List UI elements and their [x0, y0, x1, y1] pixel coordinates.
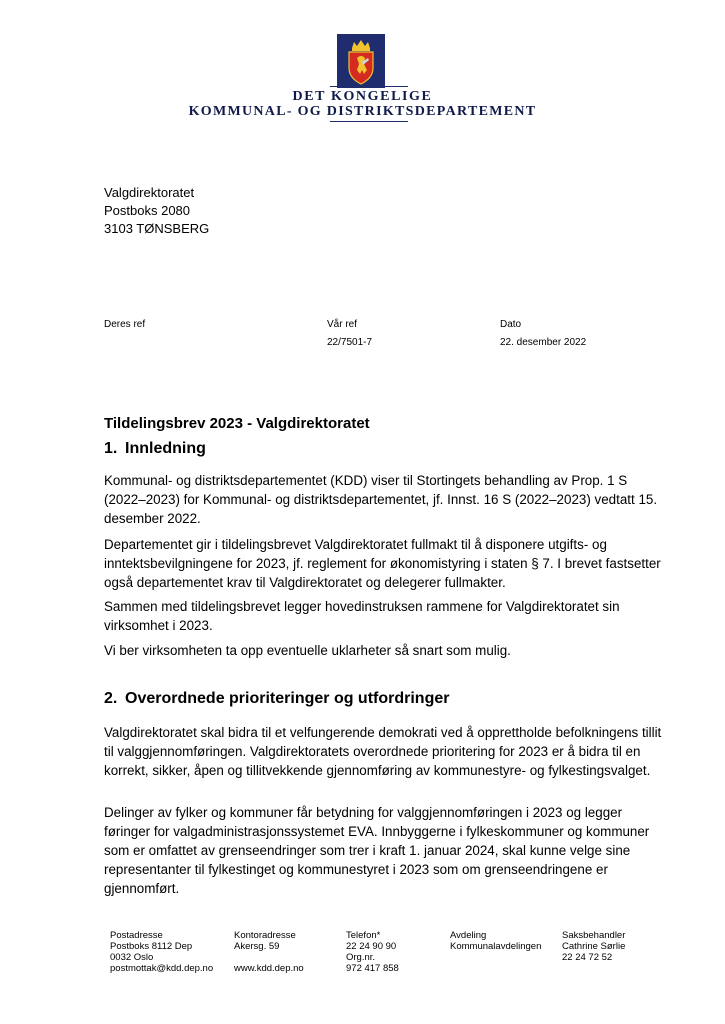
footer-value: 22 24 90 90 [346, 941, 397, 952]
footer-value [234, 952, 304, 963]
letter-title: Tildelingsbrev 2023 - Valgdirektoratet [104, 415, 370, 432]
dato-label: Dato [500, 319, 522, 330]
footer-label: Saksbehandler [562, 930, 626, 941]
footer-website: www.kdd.dep.no [234, 963, 304, 974]
department-name-line2: KOMMUNAL- OG DISTRIKTSDEPARTEMENT [188, 104, 537, 119]
footer-avdeling [450, 930, 541, 952]
footer-postadresse [110, 930, 213, 974]
recipient-line: Postboks 2080 [104, 203, 191, 218]
paragraph: Delinger av fylker og kommuner får betydning for valggjennomføringen i 2023 og legger føringer for valgadministrasjonssystemet EVA. Innbyggerne i fylkeskommuner og kommuner som er omfattet av grenseendringer som trer i kraft 1. januar 2024, skal kunne velge sine representanter til fylkestinget og kommunestyret i 2023 som om grenseendringene er gjennomført. [104, 805, 650, 896]
section-1-heading [104, 440, 206, 458]
header-rule-bottom [330, 121, 408, 122]
var-ref-label: Vår ref [327, 319, 358, 330]
paragraph: Sammen med tildelingsbrevet legger hovedinstruksen rammene for Valgdirektoratet sin virksomhet i 2023. [104, 599, 620, 633]
coat-of-arms-logo [337, 34, 385, 88]
footer-saksbehandler [562, 930, 625, 963]
paragraph: Valgdirektoratet skal bidra til et velfungerende demokrati ved å opprettholde befolkningens tillit til valggjennomføringen. Valgdirektoratets overordnede prioritering for 2023 er å bidra til en korrekt, sikker, åpen og tillitvekkende gjennomføring av kommunestyre- og fylkestingsvalget. [104, 725, 662, 778]
header-rule-top [330, 86, 408, 87]
section-2-heading [104, 690, 449, 708]
recipient-line: Valgdirektoratet [104, 185, 195, 200]
department-name-line1: DET KONGELIGE [292, 89, 433, 104]
section-title: Overordnede prioriteringer og utfordringer [125, 690, 450, 707]
footer-telefon [346, 930, 399, 974]
recipient-address [104, 184, 209, 238]
footer-email: postmottak@kdd.dep.no [110, 963, 214, 974]
deres-ref-label: Deres ref [104, 319, 146, 330]
footer-value: 972 417 858 [346, 963, 399, 974]
footer-value: Cathrine Sørlie [562, 941, 626, 952]
footer-label: Postadresse [110, 930, 163, 941]
var-ref-value: 22/7501-7 [327, 337, 373, 348]
footer-value: Akersg. 59 [234, 941, 280, 952]
footer-value: Org.nr. [346, 952, 376, 963]
paragraph: Departementet gir i tildelingsbrevet Valgdirektoratet fullmakt til å disponere utgifts- og inntektsbevilgningene for 2023, jf. reglement for økonomistyring i staten § 7. I brevet fastsetter også departementet krav til Valgdirektoratet og delegerer fullmakter. [104, 537, 661, 590]
dato-value: 22. desember 2022 [500, 337, 587, 348]
footer-value: 0032 Oslo [110, 952, 154, 963]
recipient-line: 3103 TØNSBERG [104, 221, 210, 236]
footer-value: Postboks 8112 Dep [110, 941, 193, 952]
footer-value: 22 24 72 52 [562, 952, 613, 963]
paragraph: Kommunal- og distriktsdepartementet (KDD) viser til Stortingets behandling av Prop. 1 S (2022–2023) for Kommunal- og distriktsdepartementet, jf. Innst. 16 S (2022–2023) vedtatt 15. desember 2022. [104, 473, 658, 526]
footer-label: Telefon* [346, 930, 381, 941]
section-number: 2. [104, 690, 118, 707]
section-number: 1. [104, 440, 118, 457]
footer-value: Kommunalavdelingen [450, 941, 542, 952]
footer-label: Kontoradresse [234, 930, 296, 941]
paragraph: Vi ber virksomheten ta opp eventuelle uklarheter så snart som mulig. [104, 643, 511, 658]
section-title: Innledning [125, 440, 206, 457]
footer-label: Avdeling [450, 930, 487, 941]
footer-kontoradresse [234, 930, 304, 974]
